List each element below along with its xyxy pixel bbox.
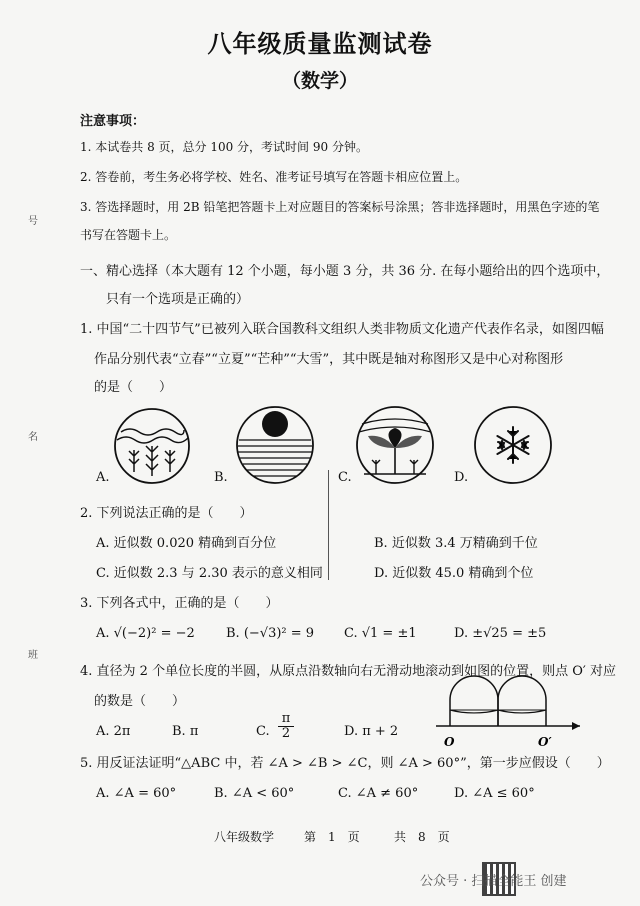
q1-figure-a (112, 406, 192, 486)
q4-stem-line2: 的数是（ ） (94, 694, 186, 709)
notice-heading: 注意事项： (80, 114, 146, 129)
notice-item-1: 1. 本试卷共 8 页，总分 100 分，考试时间 90 分钟。 (80, 140, 368, 154)
q5-option-b: B. ∠A < 60° (214, 786, 295, 801)
q2-option-a: A. 近似数 0.020 精确到百分位 (96, 536, 277, 551)
margin-mark-class: 班 (28, 650, 38, 661)
footer-total-pages: 共 8 页 (394, 830, 450, 844)
q4-option-c-fraction (278, 712, 294, 741)
q1-figure-d (472, 404, 554, 486)
q2-option-c: C. 近似数 2.3 与 2.30 表示的意义相同 (96, 566, 323, 581)
q2-option-d: D. 近似数 45.0 精确到个位 (374, 566, 534, 581)
q1-figure-c (354, 404, 436, 486)
section-one-heading: 一、精心选择（本大题有 12 个小题，每小题 3 分，共 36 分. 在每小题给出的四个选项中， (80, 264, 610, 279)
q5-option-c: C. ∠A ≠ 60° (338, 786, 419, 801)
q4-option-d: D. π + 2 (344, 724, 399, 739)
q3-option-a: A. √(−2)² = −2 (96, 626, 195, 641)
margin-mark-name: 名 (28, 432, 38, 443)
q4-label-o-prime: O′ (538, 735, 552, 749)
q1-stem-line3: 的是（ ） (94, 380, 173, 395)
q3-option-b: B. (−√3)² = 9 (226, 626, 315, 641)
q3-option-c: C. √1 = ±1 (344, 626, 417, 641)
q5-option-d: D. ∠A ≤ 60° (454, 786, 535, 801)
q4-number-line-figure (430, 672, 590, 752)
notice-item-3-cont: 书写在答题卡上。 (80, 228, 177, 242)
q1-figure-b (234, 404, 316, 486)
q4-option-c-denominator: 2 (278, 726, 294, 741)
footer-page-number: 第 1 页 (304, 830, 360, 844)
q5-stem: 5. 用反证法证明“△ABC 中，若 ∠A > ∠B > ∠C，则 ∠A > 60°”，第一步应假设（ ） (80, 756, 610, 771)
q2-option-b: B. 近似数 3.4 万精确到千位 (374, 536, 538, 551)
notice-item-3: 3. 答选择题时，用 2B 铅笔把答题卡上对应题目的答案标号涂黑；答非选择题时，用黑色字迹的笔 (80, 200, 600, 214)
q1-option-c: C. (338, 470, 352, 485)
q5-option-a: A. ∠A = 60° (96, 786, 177, 801)
q4-option-a: A. 2π (96, 724, 131, 739)
notice-item-2: 2. 答卷前，考生务必将学校、姓名、准考证号填写在答题卡相应位置上。 (80, 170, 468, 184)
q3-option-d: D. ±√25 = ±5 (454, 626, 547, 641)
q4-stem-line1: 4. 直径为 2 个单位长度的半圆，从原点沿数轴向右无滑动地滚动到如图的位置，则点 O′ 对应 (80, 664, 616, 679)
q1-stem-line1: 1. 中国“二十四节气”已被列入联合国教科文组织人类非物质文化遗产代表作名录，如图四幅 (80, 322, 604, 337)
q1-option-d: D. (454, 470, 469, 485)
q1-stem-line2: 作品分别代表“立春”“立夏”“芒种”“大雪”，其中既是轴对称图形又是中心对称图形 (94, 352, 564, 367)
section-one-note: 只有一个选项是正确的） (106, 292, 250, 307)
exam-subject: （数学） (281, 70, 358, 92)
q4-option-c-numerator: π (281, 711, 291, 726)
margin-mark-number: 号 (28, 216, 38, 227)
q4-label-origin: O (444, 735, 455, 749)
q4-option-c: C. (256, 724, 270, 739)
q3-stem: 3. 下列各式中，正确的是（ ） (80, 596, 279, 611)
q4-option-b: B. π (172, 724, 199, 739)
footer-subject: 八年级数学 (214, 830, 275, 844)
scanner-watermark: 公众号 · 扫描全能王 创建 (420, 874, 567, 889)
q1-option-b: B. (214, 470, 228, 485)
scan-fold-line (328, 470, 329, 580)
q1-option-a: A. (96, 470, 110, 485)
q2-stem: 2. 下列说法正确的是（ ） (80, 506, 253, 521)
exam-title: 八年级质量监测试卷 (207, 29, 433, 58)
